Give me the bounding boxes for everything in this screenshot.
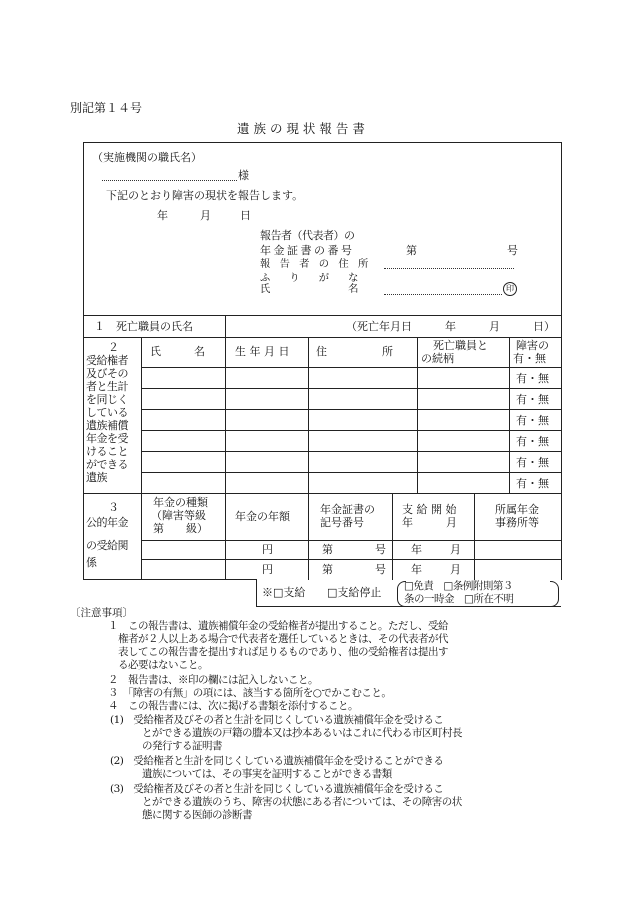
col-pension-type-2: （障害等級: [151, 509, 206, 522]
name-line[interactable]: [384, 294, 502, 295]
col-pension-type-1: 年金の種類: [153, 496, 208, 509]
col-cert-2: 記号番号: [320, 516, 364, 529]
disability-choice[interactable]: 有・無: [516, 435, 549, 448]
disability-choice[interactable]: 有・無: [516, 477, 549, 490]
disability-choice[interactable]: 有・無: [516, 393, 549, 406]
name-label: 氏 名: [260, 283, 358, 295]
stamp-options-1[interactable]: □免責 □条例附則第３: [404, 580, 513, 592]
col-start-2: 年 月: [402, 516, 457, 529]
address-label: 報 告 者 の 住 所: [260, 258, 368, 270]
col-relation-1: 死亡職員と: [433, 339, 488, 352]
cert-dai: 第: [406, 244, 417, 257]
col-office-1: 所属年金: [495, 503, 539, 516]
col-address: 住 所: [316, 345, 393, 358]
pension-cert-label: 年 金 証 書 の 番 号: [260, 244, 352, 257]
furigana-label: ふ り が な: [260, 272, 358, 284]
col-start-1: 支 給 開 始: [402, 503, 457, 516]
disability-choice[interactable]: 有・無: [516, 414, 549, 427]
col-disability-2: 有・無: [513, 352, 546, 365]
page-title: 遺 族 の 現 状 報 告 書: [237, 121, 365, 136]
agency-name-line[interactable]: [102, 180, 237, 181]
cert-go: 号: [507, 244, 518, 257]
intro-text: 下記のとおり障害の現状を報告します。: [106, 189, 304, 202]
col-name: 氏 名: [150, 345, 205, 358]
col-cert-1: 年金証書の: [320, 503, 375, 516]
col-pension-type-3: 第 級）: [153, 522, 208, 535]
notes-heading: 〔注意事項〕: [70, 607, 133, 619]
stamp-options-2[interactable]: 条の一時金 □所在不明: [404, 593, 514, 605]
agency-label: （実施機関の職氏名）: [92, 151, 202, 164]
col-office-2: 事務所等: [495, 516, 539, 529]
col-relation-2: の続柄: [421, 352, 454, 365]
address-line[interactable]: [384, 268, 514, 269]
disability-choice[interactable]: 有・無: [516, 372, 549, 385]
seal-mark: 印: [503, 282, 517, 296]
col-disability-1: 障害の: [516, 339, 549, 352]
honorific-sama: 様: [238, 169, 249, 182]
form-number: 別記第１４号: [70, 101, 143, 115]
date-month: 月: [200, 209, 211, 222]
stamp-shikyu[interactable]: ※□支給: [262, 586, 306, 599]
death-date-label: （死亡年月日 年 月 日）: [346, 320, 555, 333]
deceased-name-label: １ 死亡職員の氏名: [94, 320, 193, 333]
disability-choice[interactable]: 有・無: [516, 456, 549, 469]
col-birthdate: 生 年 月 日: [235, 345, 290, 358]
bracket-right: [550, 581, 559, 607]
col-pension-amount: 年金の年額: [235, 510, 290, 523]
reporter-label: 報告者（代表者）の: [260, 229, 355, 242]
date-year: 年: [157, 209, 168, 222]
stamp-teishi[interactable]: □支給停止: [327, 586, 382, 599]
date-day: 日: [240, 209, 251, 222]
